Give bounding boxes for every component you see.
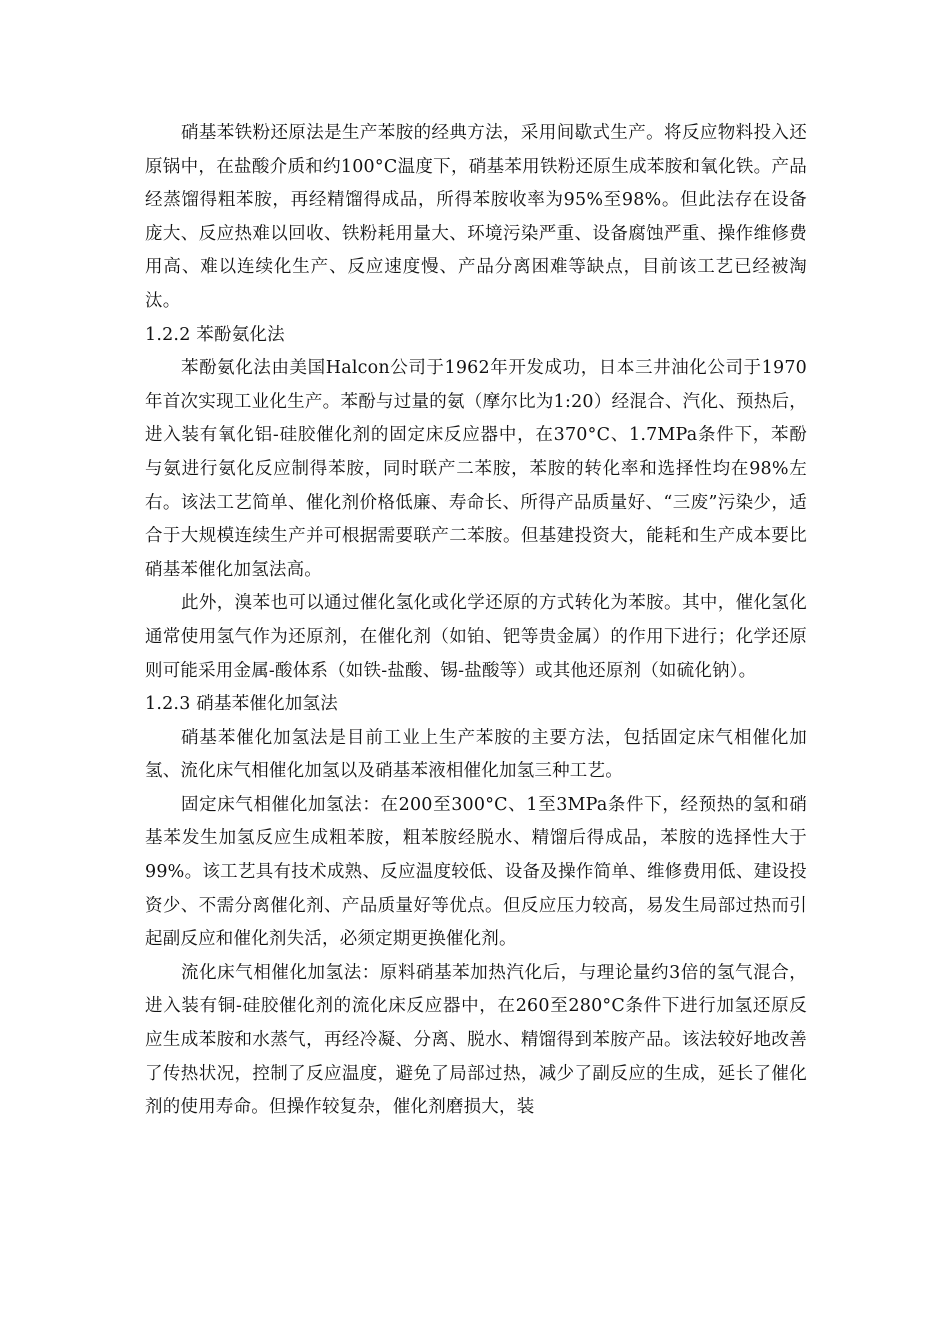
paragraph-fluidized-bed: 流化床气相催化加氢法：原料硝基苯加热汽化后，与理论量约3倍的氢气混合，进入装有铜-硅胶催化剂的流化床反应器中，在260至280°C条件下进行加氢还原反应生成苯胺和水蒸气，再经冷凝、分离、脱水、精馏得到苯胺产品。该法较好地改善了传热状况，控制了反应温度，避免了局部过热，减少了副反应的生成，延长了催化剂的使用寿命。但操作较复杂，催化剂磨损大，装 [145, 962, 807, 1118]
paragraph-fixed-bed: 固定床气相催化加氢法：在200至300°C、1至3MPa条件下，经预热的氢和硝基苯发生加氢反应生成粗苯胺，粗苯胺经脱水、精馏后得成品，苯胺的选择性大于99%。该工艺具有技术成熟、反应温度较低、设备及操作简单、维修费用低、建设投资少、不需分离催化剂、产品质量好等优点。但反应压力较高，易发生局部过热而引起副反应和催化剂失活，必须定期更换催化剂。 [145, 794, 807, 950]
document-page [145, 117, 807, 1125]
section-heading-catalytic-hydrogenation: 1.2.3 硝基苯催化加氢法 [145, 694, 338, 715]
section-heading-phenol-amination: 1.2.2 苯酚氨化法 [145, 324, 285, 345]
paragraph-bromobenzene: 此外，溴苯也可以通过催化氢化或化学还原的方式转化为苯胺。其中，催化氢化通常使用氢气作为还原剂，在催化剂（如铂、钯等贵金属）的作用下进行；化学还原则可能采用金属-酸体系（如铁-盐酸、锡-盐酸等）或其他还原剂（如硫化钠）。 [145, 593, 807, 681]
paragraph-phenol-amination: 苯酚氨化法由美国Halcon公司于1962年开发成功，日本三井油化公司于1970年首次实现工业化生产。苯酚与过量的氨（摩尔比为1:20）经混合、汽化、预热后，进入装有氧化铝-硅胶催化剂的固定床反应器中，在370°C、1.7MPa条件下，苯酚与氨进行氨化反应制得苯胺，同时联产二苯胺，苯胺的转化率和选择性均在98%左右。该法工艺简单、催化剂价格低廉、寿命长、所得产品质量好、“三废”污染少，适合于大规模连续生产并可根据需要联产二苯胺。但基建投资大，能耗和生产成本要比硝基苯催化加氢法高。 [145, 358, 807, 580]
paragraph-hydrogenation-overview: 硝基苯催化加氢法是目前工业上生产苯胺的主要方法，包括固定床气相催化加氢、流化床气相催化加氢以及硝基苯液相催化加氢三种工艺。 [145, 727, 807, 782]
paragraph-iron-reduction: 硝基苯铁粉还原法是生产苯胺的经典方法，采用间歇式生产。将反应物料投入还原锅中，在盐酸介质和约100°C温度下，硝基苯用铁粉还原生成苯胺和氧化铁。产品经蒸馏得粗苯胺，再经精馏得成品，所得苯胺收率为95%至98%。但此法存在设备庞大、反应热难以回收、铁粉耗用量大、环境污染严重、设备腐蚀严重、操作维修费用高、难以连续化生产、反应速度慢、产品分离困难等缺点，目前该工艺已经被淘汰。 [145, 123, 807, 311]
